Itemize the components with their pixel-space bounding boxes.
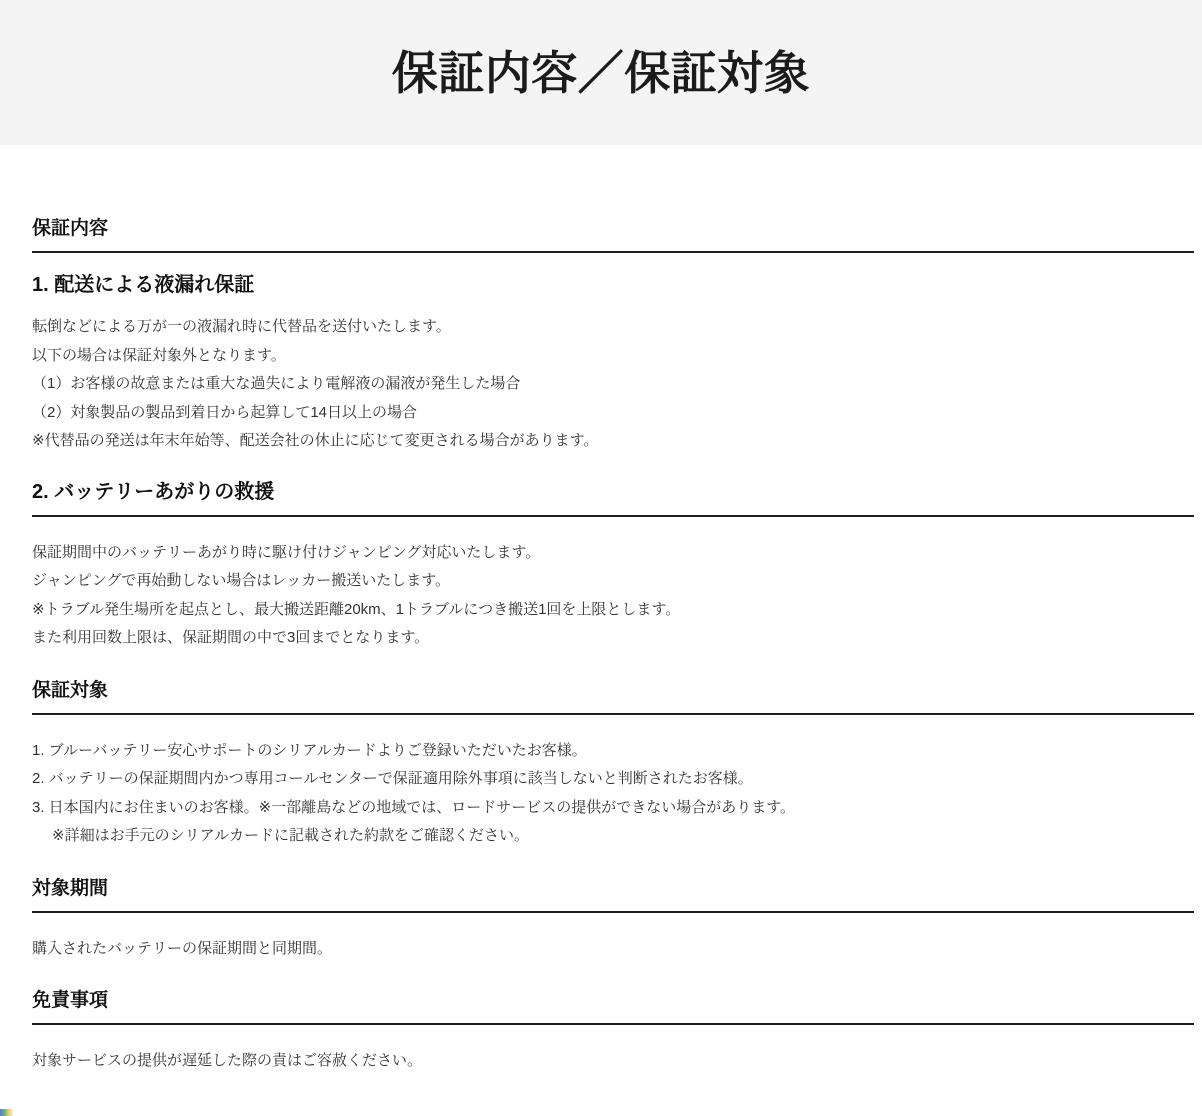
body-line: 対象サービスの提供が遅延した際の責はご容赦ください。 bbox=[32, 1052, 423, 1069]
paragraph-target-period bbox=[32, 935, 1194, 964]
body-line: 以下の場合は保証対象外となります。 bbox=[32, 346, 286, 364]
section-heading-warranty-target: 保証対象 bbox=[32, 679, 109, 701]
paragraph-battery-rescue bbox=[32, 539, 1194, 653]
body-line: （1）お客様の故意または重大な過失により電解液の漏液が発生した場合 bbox=[32, 375, 521, 392]
body-line: ※トラブル発生場所を起点とし、最大搬送距離20km、1トラブルにつき搬送1回を上限とします。 bbox=[32, 600, 681, 618]
paragraph-liquid-leak bbox=[32, 313, 1194, 456]
section-heading-disclaimer: 免責事項 bbox=[32, 990, 109, 1011]
document-body bbox=[0, 217, 1202, 1116]
sub-section-rule bbox=[32, 515, 1194, 517]
section-rule bbox=[32, 251, 1194, 253]
body-line: 保証期間中のバッテリーあがり時に駆け付けジャンピング対応いたします。 bbox=[32, 543, 541, 561]
body-line: 購入されたバッテリーの保証期間と同期間。 bbox=[32, 939, 333, 957]
section-rule bbox=[32, 713, 1194, 715]
body-line: また利用回数上限は、保証期間の中で3回までとなります。 bbox=[32, 629, 430, 646]
section-heading-warranty-content: 保証内容 bbox=[32, 218, 109, 239]
page-title: 保証内容／保証対象 bbox=[391, 46, 811, 99]
body-line: （2）対象製品の製品到着日から起算して14日以上の場合 bbox=[32, 403, 418, 421]
paragraph-warranty-target bbox=[32, 737, 1194, 851]
list-item: 1. ブルーバッテリー安心サポートのシリアルカードよりご登録いただいたお客様。 bbox=[32, 741, 587, 759]
section-heading-target-period: 対象期間 bbox=[32, 877, 109, 899]
body-line: ジャンピングで再始動しない場合はレッカー搬送いたします。 bbox=[32, 572, 451, 589]
body-line: ※代替品の発送は年末年始等、配送会社の休止に応じて変更される場合があります。 bbox=[32, 432, 599, 449]
sub-heading-battery-rescue: 2. バッテリーあがりの救援 bbox=[32, 480, 275, 503]
paragraph-disclaimer bbox=[32, 1047, 1194, 1076]
section-rule bbox=[32, 911, 1194, 913]
corner-image-fragment bbox=[0, 1109, 13, 1116]
list-item-note: ※詳細はお手元のシリアルカードに記載された約款をご確認ください。 bbox=[52, 827, 529, 844]
body-line: 転倒などによる万が一の液漏れ時に代替品を送付いたします。 bbox=[32, 318, 451, 335]
list-item: 3. 日本国内にお住まいのお客様。※一部離島などの地域では、ロードサービスの提供ができない場合があります。 bbox=[32, 798, 796, 816]
sub-heading-liquid-leak-warranty: 1. 配送による液漏れ保証 bbox=[32, 274, 255, 296]
list-item: 2. バッテリーの保証期間内かつ専用コールセンターで保証適用除外事項に該当しないと判断されたお客様。 bbox=[32, 770, 753, 787]
page-banner bbox=[0, 0, 1202, 145]
section-rule bbox=[32, 1023, 1194, 1025]
